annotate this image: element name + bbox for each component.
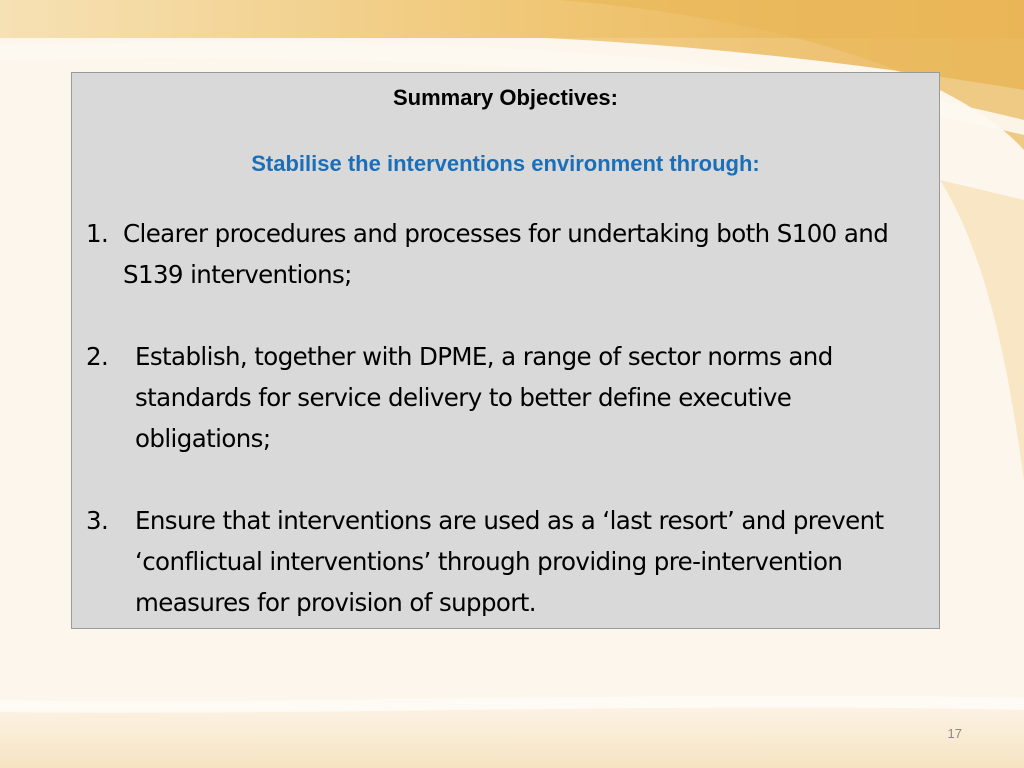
objective-text: Ensure that interventions are used as a ‘last resort’ and prevent ‘conflictual interventions’ through providing pre-intervention measures for provision of support.	[135, 506, 884, 617]
objective-text: Establish, together with DPME, a range of sector norms and standards for service delivery to better define executive obligations;	[135, 342, 833, 453]
page-number: 17	[947, 726, 962, 741]
slide-heading: Summary Objectives:	[393, 85, 618, 110]
slide-subheading: Stabilise the interventions environment through:	[251, 151, 760, 176]
objectives-box	[71, 72, 940, 629]
objective-number: 2.	[86, 342, 109, 371]
objective-text: Clearer procedures and processes for undertaking both S100 and S139 interventions;	[123, 219, 889, 289]
objective-number: 1.	[86, 219, 109, 248]
objective-number: 3.	[86, 506, 109, 535]
